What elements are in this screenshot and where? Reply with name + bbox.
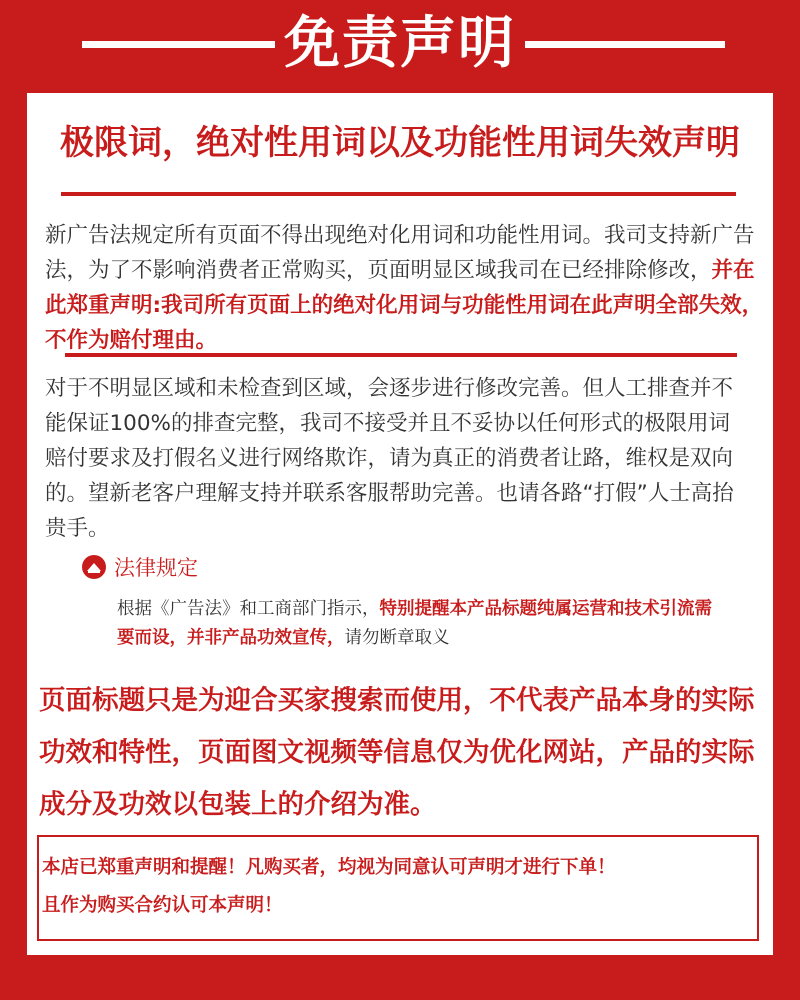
law-text-before: 根据《广告法》和工商部门指示， <box>117 599 380 619</box>
title-divider <box>61 192 736 196</box>
header-right-line <box>525 41 725 48</box>
title-usage-note: 页面标题只是为迎合买家搜索而使用，不代表产品本身的实际功效和特性，页面图文视频等信息仅为优化网站，产品的实际成分及功效以包装上的介绍为准。 <box>39 685 755 820</box>
law-text-after: 请勿断章取义 <box>344 628 450 648</box>
header-left-line <box>82 41 275 48</box>
law-text <box>117 595 717 653</box>
paragraph-ad-law-highlight: 并在此郑重声明:我司所有页面上的绝对化用词与功能性用词在此声明全部失效，不作为赔付理由。 <box>45 258 764 353</box>
law-balance-icon <box>82 555 106 579</box>
page-header <box>0 0 800 92</box>
notice-line-1: 本店已郑重声明和提醒！凡购买者，均视为同意认可声明才进行下单！ <box>42 857 616 878</box>
disclaimer-panel <box>27 93 773 955</box>
paragraph-ad-law-text: 新广告法规定所有页面不得出现绝对化用词和功能性用词。我司支持新广告法，为了不影响消费者正常购买，页面明显区域我司在已经排除修改， <box>45 223 755 283</box>
panel-title: 极限词，绝对性用词以及功能性用词失效声明 <box>60 123 740 163</box>
paragraph-ad-law <box>45 218 765 358</box>
notice-box <box>37 835 759 941</box>
page-title: 免责声明 <box>284 11 516 76</box>
law-title: 法律规定 <box>114 556 198 580</box>
notice-line-2: 且作为购买合约认可本声明！ <box>42 895 283 916</box>
section-divider <box>65 353 737 357</box>
paragraph-unchecked-areas: 对于不明显区域和未检查到区域，会逐步进行修改完善。但人工排查并不能保证100%的排查完整，我司不接受并且不妥协以任何形式的极限用词赔付要求及打假名义进行网络欺诈，请为真正的消费者让路，维权是双向的。望新老客户理解支持并联系客服帮助完善。也请各路“打假”人士高抬贵手。 <box>45 376 734 541</box>
law-text-highlight: 特别提醒本产品标题纯属运营和技术引流需要而设，并非产品功效宣传， <box>117 599 712 648</box>
notice-text <box>42 849 758 925</box>
